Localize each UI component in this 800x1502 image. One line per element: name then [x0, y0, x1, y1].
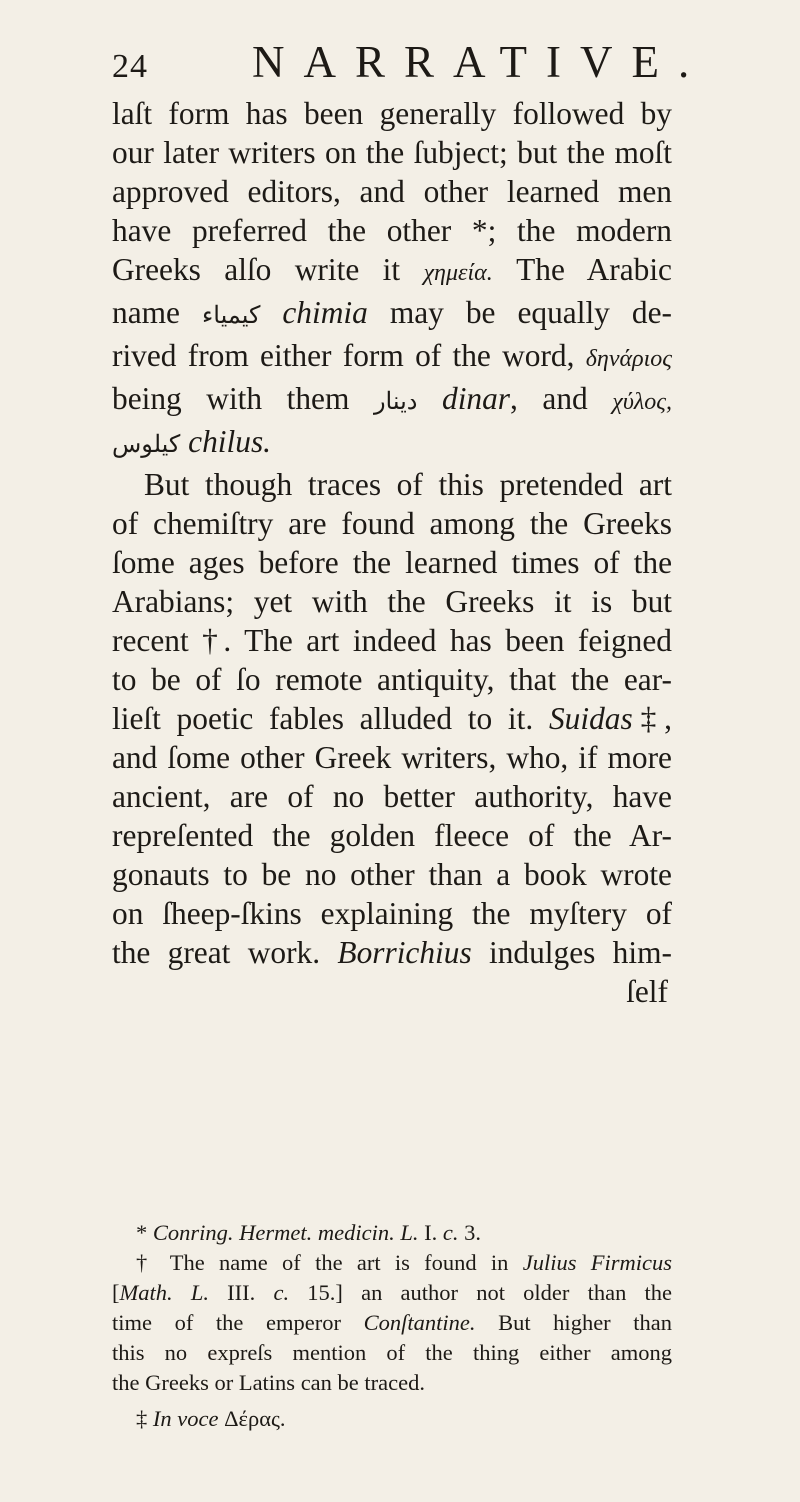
footnote-line: this no expreſs mention of the thing either among: [112, 1340, 672, 1365]
text-fragment: † The name of the art is found in: [136, 1250, 509, 1275]
text-line: and ſome other Greek writers, who, if more: [112, 740, 672, 775]
footnote-mark: ‡: [136, 1406, 148, 1431]
italic-word: Math. L.: [119, 1280, 209, 1305]
text-line: recent †. The art indeed has been feigned: [112, 623, 672, 658]
text-fragment: But higher than: [498, 1310, 673, 1335]
footnote-line: [112, 1404, 672, 1434]
text-line: to be of ſo remote antiquity, that the ear-: [112, 662, 672, 697]
text-line: Arabians; yet with the Greeks it is but: [112, 584, 672, 619]
page-number: 24: [112, 48, 148, 85]
footnote-line: [112, 1278, 672, 1308]
catchword: ſelf: [626, 974, 668, 1009]
text-fragment: [: [112, 1280, 120, 1305]
body-text: [112, 94, 672, 1011]
text-line: [112, 699, 672, 738]
text-fragment: rived from either form of the word,: [112, 338, 575, 373]
italic-word: chilus.: [188, 424, 272, 459]
text-fragment: indulges him-: [489, 935, 672, 970]
italic-word: Conſtantine.: [363, 1310, 476, 1335]
text-line: gonauts to be no other than a book wrote: [112, 857, 672, 892]
text-fragment: 15.] an author not older than the: [307, 1280, 673, 1305]
italic-word: In voce: [152, 1406, 219, 1431]
text-line: [112, 250, 672, 293]
arabic-word: كيمياء: [201, 303, 261, 329]
text-fragment: name: [112, 295, 180, 330]
text-line: approved editors, and other learned men: [112, 174, 672, 209]
text-fragment: The Arabic: [516, 252, 672, 287]
italic-word: c.: [273, 1280, 290, 1305]
arabic-word: كيلوس: [112, 432, 181, 458]
arabic-word: دينار: [373, 389, 418, 415]
text-line: repreſented the golden fleece of the Ar-: [112, 818, 672, 853]
greek-word: δηνάριος: [585, 346, 672, 372]
text-line: laſt form has been generally followed by: [112, 96, 672, 131]
text-fragment: time of the emperor: [112, 1310, 341, 1335]
text-fragment: 3.: [464, 1220, 481, 1245]
footnote-line: the Greeks or Latins can be traced.: [112, 1370, 425, 1395]
text-fragment: the great work.: [112, 935, 321, 970]
text-line: ſome ages before the learned times of the: [112, 545, 672, 580]
text-line: on ſheep-ſkins explaining the myſtery of: [112, 896, 672, 931]
text-fragment: may be equally de-: [389, 295, 672, 330]
text-fragment: being with them: [112, 381, 350, 416]
italic-word: Julius Firmicus: [522, 1250, 673, 1275]
text-line: [112, 293, 672, 336]
text-line: of chemiſtry are found among the Greeks: [112, 506, 672, 541]
italic-word: chimia: [282, 295, 368, 330]
footnote-line: [112, 1218, 672, 1248]
footnote-line: [112, 1308, 672, 1338]
footnotes: [112, 1218, 672, 1434]
greek-word: χημεία.: [423, 260, 493, 286]
text-line: [112, 422, 672, 465]
text-fragment: III.: [227, 1280, 256, 1305]
greek-word: χύλος,: [612, 389, 673, 415]
italic-word: Conring. Hermet. medicin. L.: [152, 1220, 419, 1245]
text-line: our later writers on the ſubject; but the moſt: [112, 135, 672, 170]
text-line: [112, 379, 672, 422]
page-header: [0, 37, 800, 90]
text-line: [112, 336, 672, 379]
text-fragment: ‡,: [632, 701, 672, 736]
text-line: have preferred the other *; the modern: [112, 213, 672, 248]
text-line: [112, 933, 672, 972]
text-fragment: I.: [424, 1220, 438, 1245]
italic-word: dinar: [442, 381, 511, 416]
text-line: ancient, are of no better authority, have: [112, 779, 672, 814]
footnote-line: [112, 1248, 672, 1278]
greek-word: Δέρας.: [224, 1406, 286, 1431]
running-head: NARRATIVE.: [252, 37, 709, 87]
italic-word: Suidas: [548, 701, 633, 736]
text-line: But though traces of this pretended art: [144, 467, 672, 502]
text-fragment: Greeks alſo write it: [112, 252, 401, 287]
text-fragment: , and: [510, 381, 588, 416]
text-fragment: lieſt poetic fables alluded to it.: [112, 701, 534, 736]
footnote-mark: *: [136, 1220, 148, 1245]
italic-word: c.: [442, 1220, 459, 1245]
italic-word: Borrichius: [337, 935, 472, 970]
